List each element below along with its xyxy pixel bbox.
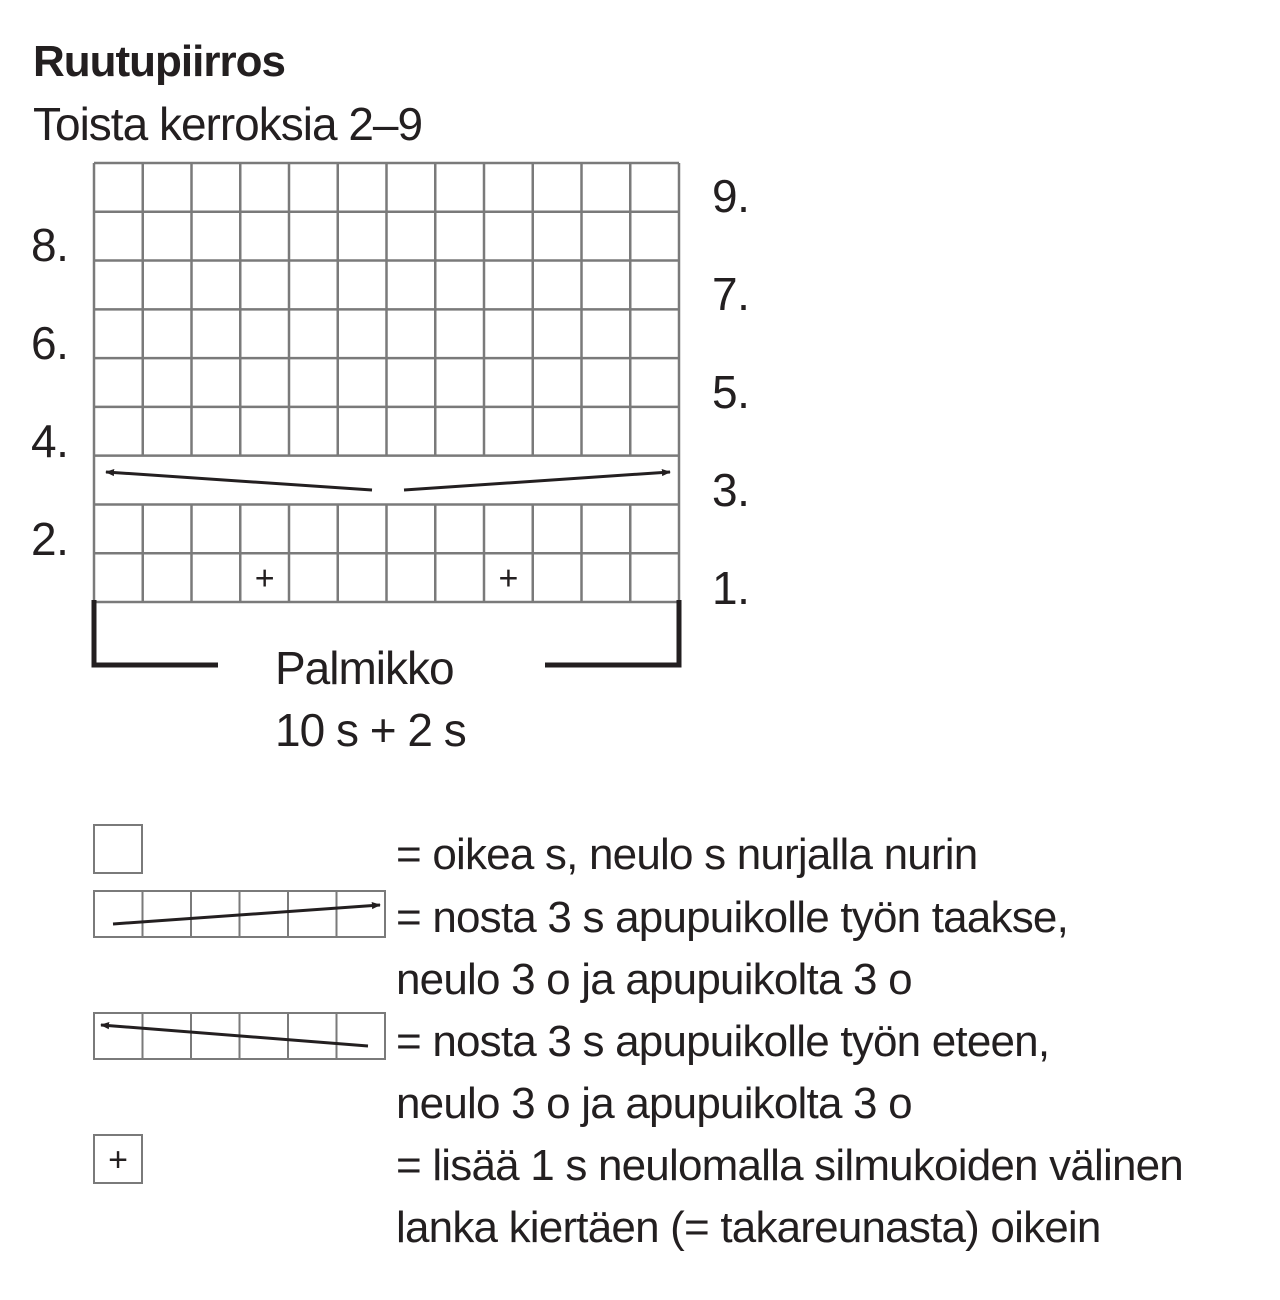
row-label-8: 8. [31,219,69,271]
chart-title: Ruutupiirros [33,37,285,86]
legend-text-increase-1: = lisää 1 s neulomalla silmukoiden välinen [396,1141,1183,1190]
legend-text-increase-2: lanka kiertäen (= takareunasta) oikein [396,1203,1101,1252]
repeat-stitch-count: 10 s + 2 s [275,704,466,756]
cable-right-arrow [404,472,670,490]
row-label-6: 6. [31,317,69,369]
repeat-label: Palmikko [275,642,454,694]
row-label-7: 7. [712,268,750,320]
legend-text-cable-front-2: neulo 3 o ja apupuikolta 3 o [396,1079,912,1128]
row-label-5: 5. [712,366,750,418]
stitch-grid [94,163,679,602]
increase-plus-icon: + [498,559,519,598]
repeat-bracket-left [94,600,218,665]
row-label-2: 2. [31,513,69,565]
legend-text-knit: = oikea s, neulo s nurjalla nurin [396,830,978,879]
legend-text-cable-back-1: = nosta 3 s apupuikolle työn taakse, [396,893,1068,942]
row-label-4: 4. [31,415,69,467]
legend-knit-square-icon [94,825,142,873]
cable-left-arrow [106,472,372,490]
repeat-bracket-right [545,600,679,665]
increase-plus-icon: + [254,559,275,598]
row-label-1: 1. [712,562,750,614]
row-label-9: 9. [712,170,750,222]
legend-text-cable-front-1: = nosta 3 s apupuikolle työn eteen, [396,1017,1050,1066]
chart-subtitle: Toista kerroksia 2–9 [33,98,423,150]
legend-text-cable-back-2: neulo 3 o ja apupuikolta 3 o [396,955,912,1004]
legend-plus-icon: + [108,1141,128,1179]
row-label-3: 3. [712,464,750,516]
